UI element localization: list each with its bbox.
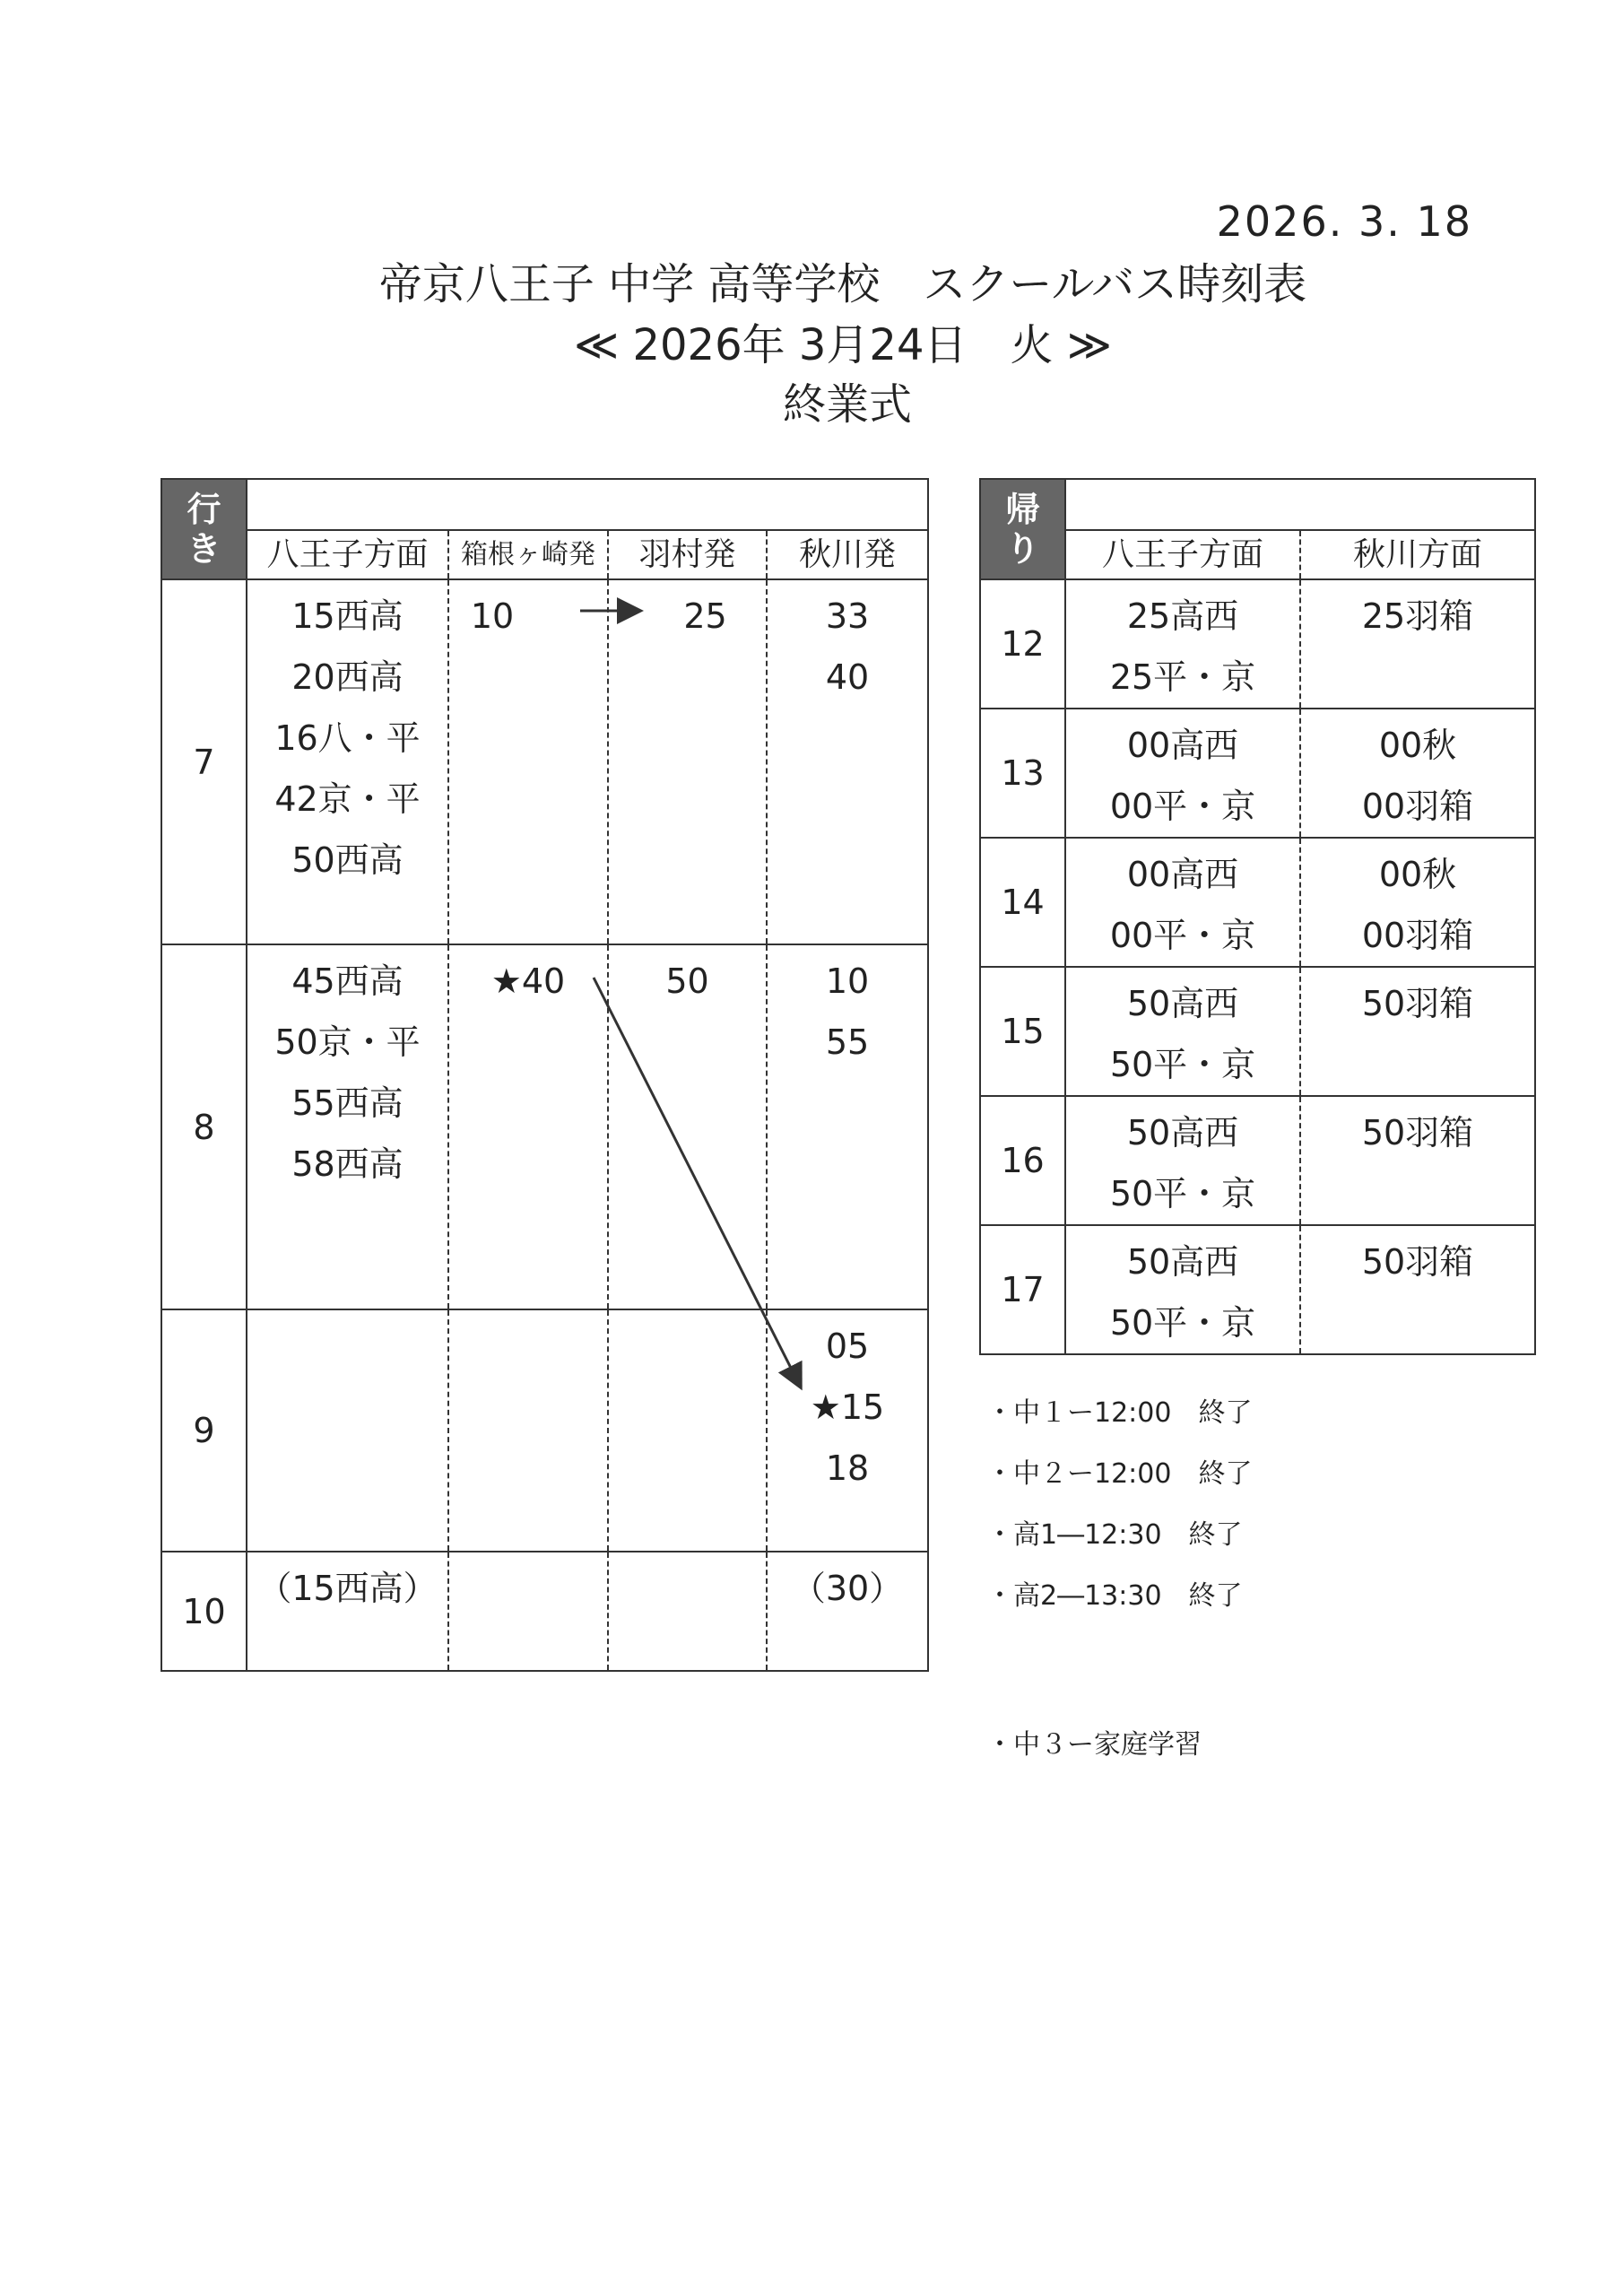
departure-time: 50高西 <box>1126 1242 1239 1282</box>
hour-label: 17 <box>980 1225 1065 1354</box>
departure-time: 50平・京 <box>1109 1174 1256 1213</box>
outbound-column-header: 秋川発 <box>767 530 928 579</box>
departure-time: 00平・京 <box>1109 787 1256 826</box>
departure-time: 50 <box>665 961 709 1001</box>
departure-time: 00高西 <box>1126 726 1239 765</box>
event-name: 終業式 <box>782 379 912 430</box>
departure-time: （15西高） <box>257 1569 438 1608</box>
departure-time: 15西高 <box>291 596 404 636</box>
hour-label: 12 <box>980 579 1065 709</box>
departure-time: 00平・京 <box>1109 916 1256 955</box>
note-item: ・中３ー家庭学習 <box>986 1729 1202 1761</box>
departure-time: 10 <box>470 596 515 636</box>
page-title: 帝京八王子 中学 高等学校 スクールバス時刻表 <box>378 259 1307 309</box>
departure-time: 33 <box>825 596 870 636</box>
departure-time: 00秋 <box>1378 726 1457 765</box>
note-item: ・中１ー12:00 終了 <box>986 1397 1253 1429</box>
departure-time: 50西高 <box>291 840 404 880</box>
departure-time: 00羽箱 <box>1361 787 1474 826</box>
notes-list <box>986 1390 1252 1783</box>
departure-time: 40 <box>825 657 870 697</box>
departure-time: 18 <box>825 1448 870 1488</box>
departure-time: 10 <box>825 961 870 1001</box>
outbound-column-header: 羽村発 <box>608 530 767 579</box>
departure-time: 50平・京 <box>1109 1303 1256 1343</box>
departure-time: 25平・京 <box>1109 657 1256 697</box>
document-date: 2026. 3. 18 <box>1216 197 1472 246</box>
return-column-header: 秋川方面 <box>1300 530 1535 579</box>
hour-label: 13 <box>980 709 1065 838</box>
departure-time: ★40 <box>490 961 566 1001</box>
hour-label: 15 <box>980 967 1065 1096</box>
return-tag: 帰 り <box>980 479 1065 579</box>
departure-time: 00高西 <box>1126 855 1239 894</box>
hour-label: 9 <box>161 1309 247 1552</box>
departure-time: 25羽箱 <box>1361 596 1474 636</box>
note-item: ・高2―13:30 終了 <box>986 1580 1243 1612</box>
departure-time: 58西高 <box>291 1144 404 1184</box>
hour-label: 10 <box>161 1552 247 1671</box>
target-date: ≪ 2026年 3月24日 火 ≫ <box>573 320 1113 370</box>
departure-time: 25 <box>683 596 727 636</box>
departure-time: 16八・平 <box>274 718 421 758</box>
note-item: ・中２ー12:00 終了 <box>986 1458 1253 1490</box>
departure-time: 55 <box>825 1022 870 1062</box>
outbound-column-header: 八王子方面 <box>247 530 448 579</box>
departure-time: 00羽箱 <box>1361 916 1474 955</box>
departure-time: 00秋 <box>1378 855 1457 894</box>
departure-time: （30） <box>791 1569 904 1608</box>
departure-time: 50高西 <box>1126 984 1239 1023</box>
departure-time: 05 <box>825 1326 870 1366</box>
departure-time: 42京・平 <box>274 779 421 819</box>
outbound-column-header: 箱根ヶ崎発 <box>448 530 608 579</box>
outbound-tag: 行 き <box>161 479 247 579</box>
departure-time: 20西高 <box>291 657 404 697</box>
hour-label: 7 <box>161 579 247 944</box>
note-item: ・高1―12:30 終了 <box>986 1519 1243 1551</box>
departure-time: 55西高 <box>291 1083 404 1123</box>
hour-label: 8 <box>161 944 247 1309</box>
departure-time: 25高西 <box>1126 596 1239 636</box>
departure-time: 50京・平 <box>274 1022 421 1062</box>
departure-time: ★15 <box>810 1387 885 1427</box>
departure-time: 50羽箱 <box>1361 1113 1474 1152</box>
departure-time: 50羽箱 <box>1361 1242 1474 1282</box>
arrow-40-to-15 <box>594 978 800 1386</box>
hour-label: 14 <box>980 838 1065 967</box>
departure-time: 50平・京 <box>1109 1045 1256 1084</box>
hour-label: 16 <box>980 1096 1065 1225</box>
departure-time: 50羽箱 <box>1361 984 1474 1023</box>
departure-time: 45西高 <box>291 961 404 1001</box>
departure-time: 50高西 <box>1126 1113 1239 1152</box>
return-column-header: 八王子方面 <box>1065 530 1300 579</box>
